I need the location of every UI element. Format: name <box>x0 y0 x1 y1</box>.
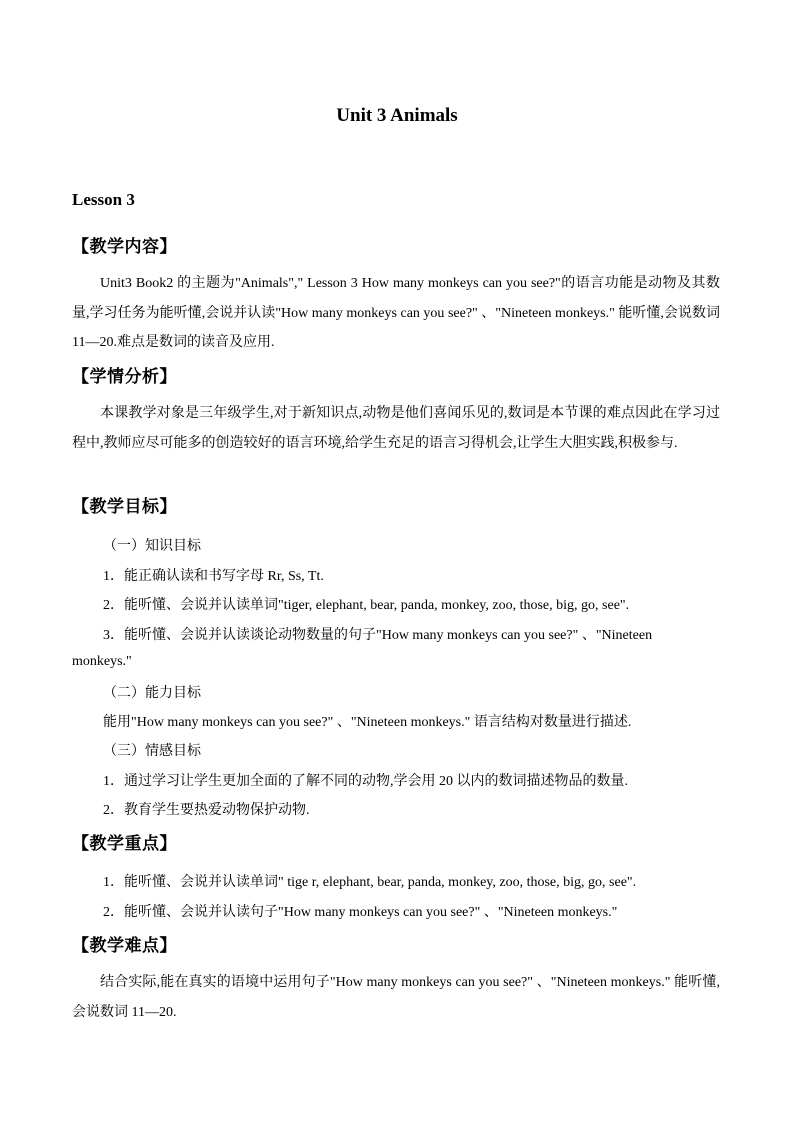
content-text: Unit3 Book2 的主题为"Animals"," Lesson 3 How many monkeys can you see?"的语言功能是动物及其数量,学习任务为能听懂,会说并认读"How many monkeys can you see?" 、"Nineteen monkeys." 能听懂,会说数词 11—20.难点是数词的读音及应用. <box>72 276 720 350</box>
difficulties-paragraph <box>72 968 720 1027</box>
knowledge-goal-1: 1．能正确认读和书写字母 Rr, Ss, Tt. <box>103 569 324 584</box>
knowledge-goal-3-cont: monkeys." <box>72 654 132 669</box>
emotion-goal-title: （三）情感目标 <box>103 744 201 759</box>
knowledge-goal-title: （一）知识目标 <box>103 539 201 554</box>
emotion-goal-2: 2．教育学生要热爱动物保护动物. <box>103 803 310 818</box>
section-heading-key-points: 【教学重点】 <box>72 834 177 853</box>
analysis-text: 本课教学对象是三年级学生,对于新知识点,动物是他们喜闻乐见的,数词是本节课的难点因此在学习过程中,教师应尽可能多的创造较好的语言环境,给学生充足的语言习得机会,让学生大胆实践,积极参与. <box>72 406 720 451</box>
content-paragraph <box>72 269 720 358</box>
key-point-1: 1．能听懂、会说并认读单词" tige r, elephant, bear, panda, monkey, zoo, those, big, go, see". <box>103 875 637 890</box>
ability-goal-1: 能用"How many monkeys can you see?" 、"Nineteen monkeys." 语言结构对数量进行描述. <box>103 715 632 730</box>
section-heading-analysis: 【学情分析】 <box>72 367 177 386</box>
document-title: Unit 3 Animals <box>336 105 458 126</box>
knowledge-goal-2: 2．能听懂、会说并认读单词"tiger, elephant, bear, panda, monkey, zoo, those, big, go, see". <box>103 598 630 613</box>
difficulties-text: 结合实际,能在真实的语境中运用句子"How many monkeys can you see?" 、"Nineteen monkeys." 能听懂,会说数词 11—20. <box>72 975 720 1020</box>
key-point-2: 2．能听懂、会说并认读句子"How many monkeys can you see?" 、"Nineteen monkeys." <box>103 905 618 920</box>
section-heading-content: 【教学内容】 <box>72 237 177 256</box>
ability-goal-title: （二）能力目标 <box>103 686 201 701</box>
lesson-label: Lesson 3 <box>72 190 135 209</box>
knowledge-goal-3: 3．能听懂、会说并认读谈论动物数量的句子"How many monkeys can you see?" 、"Nineteen <box>103 628 653 643</box>
section-heading-goals: 【教学目标】 <box>72 497 177 516</box>
section-heading-difficulties: 【教学难点】 <box>72 936 177 955</box>
emotion-goal-1: 1．通过学习让学生更加全面的了解不同的动物,学会用 20 以内的数词描述物品的数量. <box>103 774 628 789</box>
analysis-paragraph <box>72 399 720 458</box>
